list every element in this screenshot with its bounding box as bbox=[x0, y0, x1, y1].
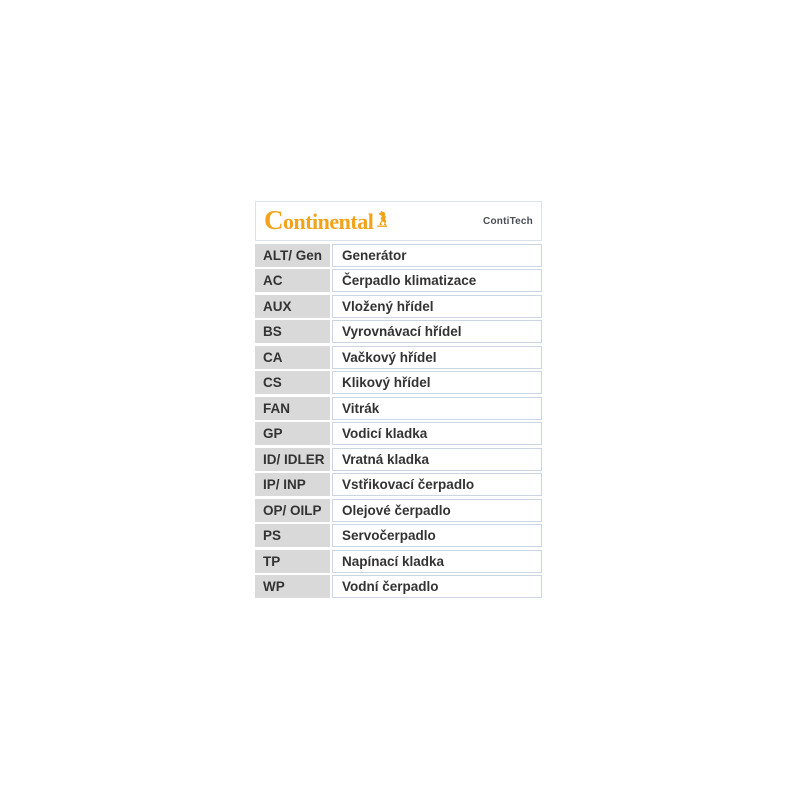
abbreviation-cell: ID/ IDLER bbox=[255, 448, 330, 471]
description-cell: Vložený hřídel bbox=[332, 295, 542, 318]
description-cell: Čerpadlo klimatizace bbox=[332, 269, 542, 292]
continental-wordmark: Continental bbox=[264, 205, 374, 235]
brand-header bbox=[255, 201, 542, 241]
continental-horse-icon bbox=[375, 209, 389, 229]
abbreviation-cell: FAN bbox=[255, 397, 330, 420]
description-cell: Vodní čerpadlo bbox=[332, 575, 542, 598]
description-cell: Olejové čerpadlo bbox=[332, 499, 542, 522]
legend-row bbox=[255, 473, 542, 496]
description-cell: Generátor bbox=[332, 244, 542, 267]
description-cell: Vratná kladka bbox=[332, 448, 542, 471]
description-cell: Vyrovnávací hřídel bbox=[332, 320, 542, 343]
description-cell: Servočerpadlo bbox=[332, 524, 542, 547]
abbreviation-cell: CA bbox=[255, 346, 330, 369]
abbreviation-cell: ALT/ Gen bbox=[255, 244, 330, 267]
legend-row bbox=[255, 346, 542, 369]
abbreviation-cell: BS bbox=[255, 320, 330, 343]
continental-logo bbox=[264, 205, 389, 235]
legend-row bbox=[255, 397, 542, 420]
abbreviation-cell: OP/ OILP bbox=[255, 499, 330, 522]
legend-row bbox=[255, 244, 542, 267]
description-cell: Klikový hřídel bbox=[332, 371, 542, 394]
description-cell: Napínací kladka bbox=[332, 550, 542, 573]
description-cell: Vodicí kladka bbox=[332, 422, 542, 445]
legend-row bbox=[255, 575, 542, 598]
abbreviation-cell: CS bbox=[255, 371, 330, 394]
abbreviation-cell: AC bbox=[255, 269, 330, 292]
contitech-wordmark: ContiTech bbox=[483, 215, 533, 227]
legend-row bbox=[255, 524, 542, 547]
abbreviation-cell: IP/ INP bbox=[255, 473, 330, 496]
legend-row bbox=[255, 499, 542, 522]
abbreviation-cell: PS bbox=[255, 524, 330, 547]
legend-row bbox=[255, 422, 542, 445]
legend-row bbox=[255, 295, 542, 318]
legend-table bbox=[255, 244, 542, 599]
legend-row bbox=[255, 269, 542, 292]
description-cell: Vačkový hřídel bbox=[332, 346, 542, 369]
legend-row bbox=[255, 448, 542, 471]
legend-row bbox=[255, 550, 542, 573]
description-cell: Vitrák bbox=[332, 397, 542, 420]
legend-row bbox=[255, 320, 542, 343]
abbreviation-cell: GP bbox=[255, 422, 330, 445]
parts-legend-card bbox=[255, 201, 542, 598]
abbreviation-cell: AUX bbox=[255, 295, 330, 318]
legend-row bbox=[255, 371, 542, 394]
description-cell: Vstřikovací čerpadlo bbox=[332, 473, 542, 496]
abbreviation-cell: TP bbox=[255, 550, 330, 573]
abbreviation-cell: WP bbox=[255, 575, 330, 598]
